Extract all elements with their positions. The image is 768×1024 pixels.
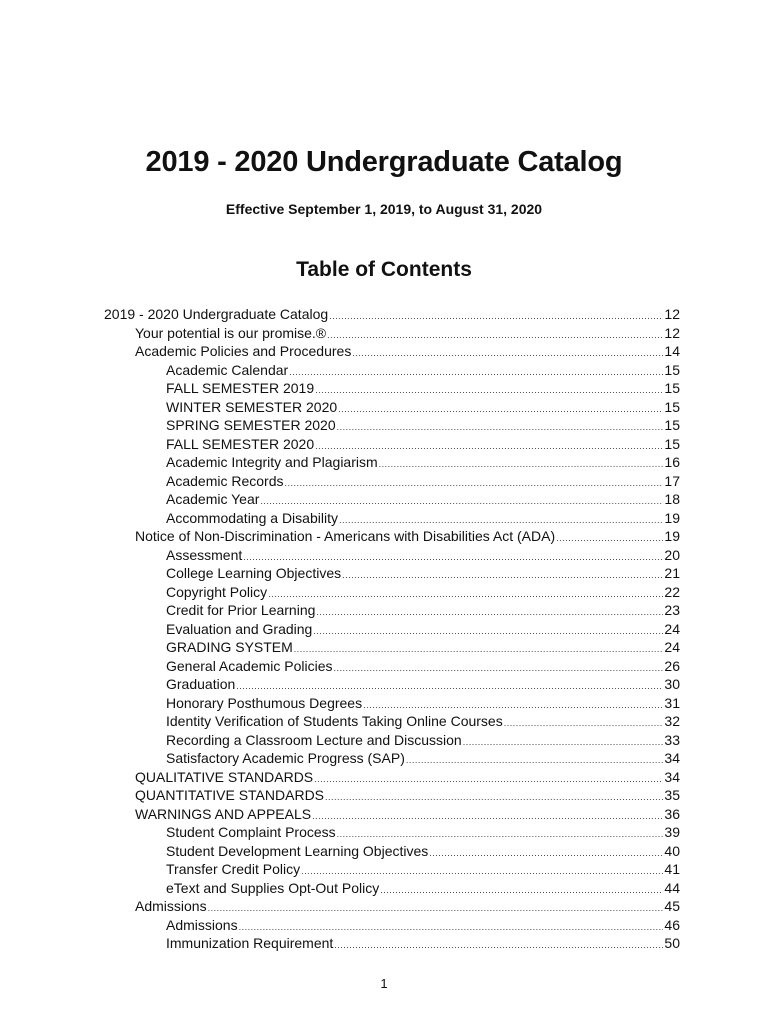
toc-entry-page: 16 <box>664 454 680 470</box>
toc-entry-page: 39 <box>664 824 680 840</box>
toc-entry-label: Student Complaint Process <box>166 824 336 840</box>
toc-entry-page: 15 <box>664 380 680 396</box>
toc-entry-page: 34 <box>664 768 680 785</box>
toc-entry[interactable] <box>104 453 680 472</box>
toc-entry-page: 17 <box>664 472 680 489</box>
toc-dot-leader <box>285 474 664 493</box>
toc-entry-page: 21 <box>664 565 680 581</box>
toc-dot-leader <box>314 770 663 789</box>
toc-entry-page: 20 <box>664 546 680 563</box>
toc-entry-label: FALL SEMESTER 2019 <box>166 380 315 396</box>
toc-entry-page: 15 <box>664 435 680 452</box>
toc-entry-label: Satisfactory Academic Progress (SAP) <box>166 750 405 766</box>
toc-entry[interactable] <box>104 324 680 343</box>
toc-entry-label: QUALITATIVE STANDARDS <box>135 768 314 785</box>
toc-entry-page: 35 <box>664 787 680 803</box>
toc-entry[interactable] <box>104 638 680 657</box>
toc-entry-page: 14 <box>664 343 680 359</box>
toc-dot-leader <box>337 418 664 437</box>
toc-dot-leader <box>342 566 663 585</box>
toc-entry[interactable] <box>104 731 680 750</box>
toc-entry[interactable] <box>104 694 680 713</box>
toc-entry[interactable] <box>104 879 680 898</box>
toc-entry[interactable] <box>104 379 680 398</box>
toc-entry-label: GRADING SYSTEM <box>166 639 293 655</box>
toc-entry[interactable] <box>104 934 680 953</box>
toc-entry[interactable] <box>104 435 680 454</box>
toc-entry-page: 12 <box>664 324 680 341</box>
toc-entry[interactable] <box>104 916 680 935</box>
toc-heading: Table of Contents <box>296 258 472 281</box>
toc-entry[interactable] <box>104 786 680 805</box>
toc-entry[interactable] <box>104 805 680 824</box>
toc-entry-label: Academic Integrity and Plagiarism <box>166 454 378 470</box>
toc-entry-label: Admissions <box>166 916 238 933</box>
toc-entry-label: Immunization Requirement <box>166 935 334 951</box>
toc-entry-label: Academic Year <box>166 491 260 507</box>
toc-entry-label: Accommodating a Disability <box>166 509 338 526</box>
toc-dot-leader <box>352 344 663 363</box>
toc-entry[interactable] <box>104 601 680 620</box>
toc-dot-leader <box>313 622 663 641</box>
toc-entry-page: 15 <box>664 361 680 378</box>
toc-entry[interactable] <box>104 749 680 768</box>
toc-entry-page: 24 <box>664 639 680 655</box>
toc-entry-label: FALL SEMESTER 2020 <box>166 435 315 452</box>
toc-entry-page: 23 <box>664 602 680 618</box>
toc-entry[interactable] <box>104 305 680 324</box>
toc-entry-label: 2019 - 2020 Undergraduate Catalog <box>104 306 329 322</box>
toc-entry[interactable] <box>104 527 680 546</box>
toc-entry-page: 41 <box>664 861 680 877</box>
toc-entry-page: 30 <box>664 676 680 692</box>
toc-entry-label: WARNINGS AND APPEALS <box>135 805 312 822</box>
toc-entry-label: General Academic Policies <box>166 657 333 674</box>
toc-entry-page: 24 <box>664 620 680 637</box>
page-number: 1 <box>380 976 388 991</box>
toc-entry-page: 18 <box>664 491 680 507</box>
toc-entry-page: 12 <box>664 306 680 322</box>
toc-dot-leader <box>315 381 663 400</box>
toc-entry-label: Recording a Classroom Lecture and Discussion <box>166 731 462 748</box>
toc-entry-page: 45 <box>664 898 680 914</box>
toc-entry[interactable] <box>104 546 680 565</box>
toc-dot-leader <box>463 733 664 752</box>
document-title: 2019 - 2020 Undergraduate Catalog <box>145 146 623 178</box>
toc-entry-label: QUANTITATIVE STANDARDS <box>135 787 325 803</box>
document-subtitle: Effective September 1, 2019, to August 31, 2020 <box>225 201 543 217</box>
table-of-contents <box>104 305 680 953</box>
toc-dot-leader <box>429 844 663 863</box>
toc-entry-label: Copyright Policy <box>166 583 268 600</box>
toc-entry-page: 34 <box>664 750 680 766</box>
toc-entry[interactable] <box>104 398 680 417</box>
toc-entry[interactable] <box>104 509 680 528</box>
toc-dot-leader <box>379 455 664 474</box>
toc-dot-leader <box>380 881 663 900</box>
toc-dot-leader <box>327 326 663 345</box>
toc-entry-label: SPRING SEMESTER 2020 <box>166 417 336 433</box>
toc-entry[interactable] <box>104 620 680 639</box>
toc-entry[interactable] <box>104 472 680 491</box>
toc-entry-label: Your potential is our promise.® <box>135 324 327 341</box>
toc-entry[interactable] <box>104 564 680 583</box>
toc-entry[interactable] <box>104 768 680 787</box>
toc-entry-label: Transfer Credit Policy <box>166 861 301 877</box>
toc-dot-leader <box>289 363 663 382</box>
toc-dot-leader <box>294 640 664 659</box>
toc-entry-page: 19 <box>664 509 680 526</box>
toc-entry-page: 22 <box>664 583 680 600</box>
toc-entry-page: 46 <box>664 916 680 933</box>
toc-entry[interactable] <box>104 675 680 694</box>
toc-dot-leader <box>334 936 663 955</box>
toc-entry[interactable] <box>104 897 680 916</box>
toc-entry-label: Credit for Prior Learning <box>166 602 316 618</box>
toc-entry-label: College Learning Objectives <box>166 565 342 581</box>
toc-entry-label: Honorary Posthumous Degrees <box>166 694 363 711</box>
toc-entry-page: 40 <box>664 842 680 859</box>
toc-entry[interactable] <box>104 490 680 509</box>
toc-entry-label: Graduation <box>166 676 236 692</box>
toc-entry-label: Admissions <box>135 898 207 914</box>
toc-entry-page: 32 <box>664 713 680 729</box>
toc-dot-leader <box>504 714 664 733</box>
toc-entry[interactable] <box>104 860 680 879</box>
toc-entry[interactable] <box>104 361 680 380</box>
toc-dot-leader <box>316 603 663 622</box>
toc-dot-leader <box>556 529 663 548</box>
toc-entry-page: 44 <box>664 879 680 896</box>
toc-dot-leader <box>329 307 663 326</box>
toc-entry-page: 36 <box>664 805 680 822</box>
toc-entry-page: 26 <box>664 657 680 674</box>
toc-entry-label: Academic Calendar <box>166 361 289 378</box>
toc-dot-leader <box>268 585 663 604</box>
toc-dot-leader <box>338 400 663 419</box>
toc-entry-label: Identity Verification of Students Taking Online Courses <box>166 713 503 729</box>
toc-entry-label: Notice of Non-Discrimination - Americans with Disabilities Act (ADA) <box>135 528 556 544</box>
toc-entry-page: 31 <box>664 694 680 711</box>
toc-entry-page: 15 <box>664 398 680 415</box>
toc-entry-label: Student Development Learning Objectives <box>166 842 429 859</box>
toc-entry-page: 50 <box>664 935 680 951</box>
toc-entry-label: Evaluation and Grading <box>166 620 313 637</box>
toc-entry-label: eText and Supplies Opt-Out Policy <box>166 879 380 896</box>
toc-entry[interactable] <box>104 416 680 435</box>
toc-dot-leader <box>325 788 663 807</box>
toc-entry[interactable] <box>104 657 680 676</box>
toc-entry[interactable] <box>104 583 680 602</box>
toc-entry[interactable] <box>104 842 680 861</box>
toc-entry-page: 15 <box>664 417 680 433</box>
toc-entry-label: WINTER SEMESTER 2020 <box>166 398 338 415</box>
toc-dot-leader <box>406 751 664 770</box>
toc-entry[interactable] <box>104 342 680 361</box>
toc-dot-leader <box>208 899 664 918</box>
toc-dot-leader <box>312 807 663 826</box>
toc-entry[interactable] <box>104 712 680 731</box>
toc-entry-page: 19 <box>664 528 680 544</box>
toc-dot-leader <box>334 659 664 678</box>
toc-entry-label: Academic Policies and Procedures <box>135 343 352 359</box>
toc-entry-label: Academic Records <box>166 472 284 489</box>
toc-entry[interactable] <box>104 823 680 842</box>
toc-entry-page: 33 <box>664 731 680 748</box>
toc-entry-label: Assessment <box>166 546 243 563</box>
